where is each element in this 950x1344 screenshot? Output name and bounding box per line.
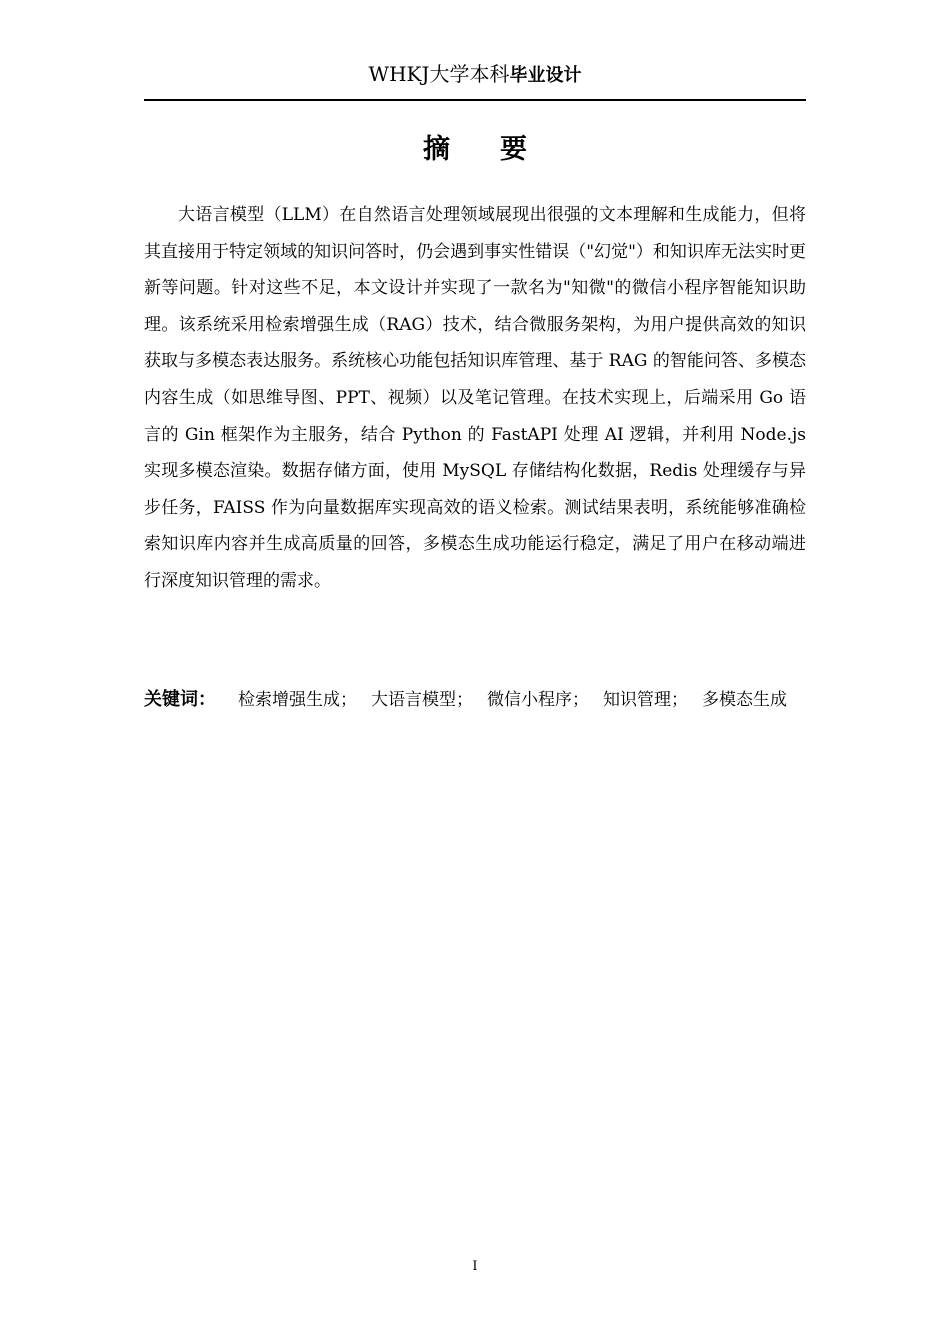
keywords-line — [144, 682, 806, 719]
abstract-title: 摘要 — [423, 134, 577, 165]
abstract-body: 大语言模型（LLM）在自然语言处理领域展现出很强的文本理解和生成能力，但将其直接用于特定领域的知识问答时，仍会遇到事实性错误（"幻觉"）和知识库无法实时更新等问题。针对这些不足，本文设计并实现了一款名为"知微"的微信小程序智能知识助理。该系统采用检索增强生成（RAG）技术，结合微服务架构，为用户提供高效的知识获取与多模态表达服务。系统核心功能包括知识库管理、基于 RAG 的智能问答、多模态内容生成（如思维导图、PPT、视频）以及笔记管理。在技术实现上，后端采用 Go 语言的 Gin 框架作为主服务，结合 Python 的 FastAPI 处理 AI 逻辑，并利用 Node.js 实现多模态渲染。数据存储方面，使用 MySQL 存储结构化数据，Redis 处理缓存与异步任务，FAISS 作为向量数据库实现高效的语义检索。测试结果表明，系统能够准确检索知识库内容并生成高质量的回答，多模态生成功能运行稳定，满足了用户在移动端进行深度知识管理的需求。 — [144, 205, 806, 591]
keyword-item: 微信小程序； — [487, 690, 589, 710]
page-header — [144, 58, 806, 92]
header-school-name: WHKJ大学本科 — [368, 62, 510, 86]
page-number: I — [472, 1259, 478, 1274]
keyword-item: 多模态生成 — [702, 690, 787, 710]
keyword-item: 大语言模型； — [371, 690, 473, 710]
keywords-label: 关键词： — [144, 689, 216, 710]
header-divider — [144, 99, 806, 101]
keyword-item: 知识管理； — [603, 690, 688, 710]
keyword-item: 检索增强生成； — [238, 690, 357, 710]
header-degree-label: 毕业设计 — [509, 65, 582, 86]
